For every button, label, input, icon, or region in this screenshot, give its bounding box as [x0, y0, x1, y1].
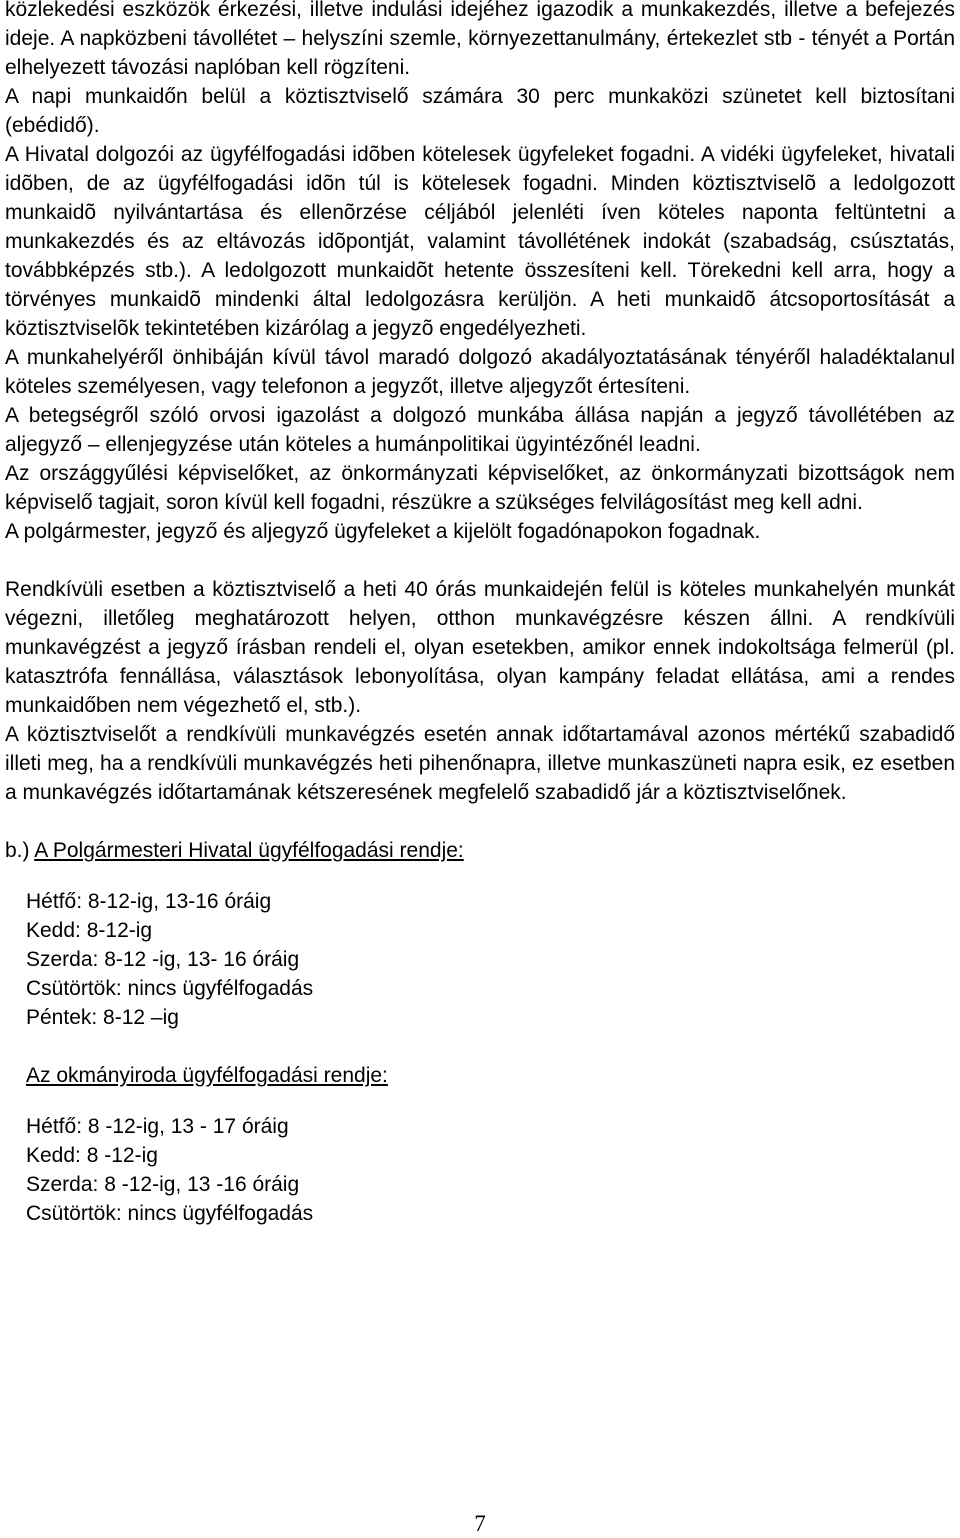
- spacer: [5, 807, 955, 836]
- paragraph: A munkahelyéről önhibáján kívül távol maradó dolgozó akadályoztatásának tényéről haladéktalanul köteles személyesen, vagy telefonon a jegyzőt, illetve aljegyzőt értesíteni.: [5, 346, 955, 398]
- spacer: [5, 1032, 955, 1061]
- list-item: Hétfő: 8-12-ig, 13-16 óráig: [26, 890, 272, 913]
- list-item: Szerda: 8 -12-ig, 13 -16 óráig: [26, 1173, 300, 1196]
- paragraph: A betegségről szóló orvosi igazolást a dolgozó munkába állása napján a jegyző távollétében az aljegyző – ellenjegyzése után köteles a humánpolitikai ügyintézőnél leadni.: [5, 404, 955, 456]
- paragraph: A Hivatal dolgozói az ügyfélfogadási idõben kötelesek ügyfeleket fogadni. A vidéki ügyfeleket, hivatali idõben, de az ügyfélfogadási idõn túl is kötelesek fogadni. Minden köztisztviselõ a ledolgozott munkaidõ nyilvántartása és ellenõrzése céljából jelenléti íven köteles naponta feltüntetni a munkakezdés és az eltávozás idõpontját, valamint távollétének indokát (szabadság, csúsztatás, továbbképzés stb.). A ledolgozott munkaidõt hetente összesíteni kell. Törekedni kell arra, hogy a törvényes munkaidõ mindenki által ledolgozásra kerüljön. A heti munkaidõ átcsoportosítását a köztisztviselõk tekintetében kizárólag a jegyzõ engedélyezheti.: [5, 143, 955, 340]
- paragraph: A napi munkaidőn belül a köztisztviselő számára 30 perc munkaközi szünetet kell biztosítani (ebédidő).: [5, 85, 955, 137]
- list-item: Szerda: 8-12 -ig, 13- 16 óráig: [26, 948, 300, 971]
- list-item: Péntek: 8-12 –ig: [26, 1006, 179, 1029]
- section-heading-b: [5, 836, 955, 865]
- spacer: [5, 865, 955, 887]
- document-body: [5, 0, 955, 1228]
- paragraph: A köztisztviselőt a rendkívüli munkavégzés esetén annak időtartamával azonos mértékű szabadidő illeti meg, ha a rendkívüli munkavégzés heti pihenőnapra, illetve munkaszüneti napra esik, ez esetben a munkavégzés időtartamának kétszeresének megfelelő szabadidő jár a köztisztviselőnek.: [5, 723, 955, 804]
- list-item: Kedd: 8-12-ig: [26, 919, 153, 942]
- spacer: [5, 546, 955, 575]
- list-item: Csütörtök: nincs ügyfélfogadás: [26, 1202, 314, 1225]
- page-number: 7: [474, 1511, 486, 1536]
- section-title: A Polgármesteri Hivatal ügyfélfogadási rendje:: [34, 839, 464, 862]
- paragraph: A polgármester, jegyző és aljegyző ügyfeleket a kijelölt fogadónapokon fogadnak.: [5, 520, 761, 543]
- section-prefix: b.): [5, 839, 35, 862]
- office-hours-list: [5, 887, 955, 1032]
- list-item: Hétfő: 8 -12-ig, 13 - 17 óráig: [26, 1115, 289, 1138]
- list-item: Csütörtök: nincs ügyfélfogadás: [26, 977, 314, 1000]
- section-heading-okmany: Az okmányiroda ügyfélfogadási rendje:: [26, 1064, 388, 1087]
- list-item: Kedd: 8 -12-ig: [26, 1144, 158, 1167]
- okmany-hours-list: [5, 1112, 955, 1228]
- paragraph: Rendkívüli esetben a köztisztviselő a heti 40 órás munkaidején felül is köteles munkahelyén munkát végezni, illetőleg meghatározott helyen, otthon munkavégzésre készen állni. A rendkívüli munkavégzést a jegyző írásban rendeli el, olyan esetekben, amikor ennek indokoltsága felmerül (pl. katasztrófa fennállása, választások lebonyolítása, olyan kampány feladat ellátása, ami a rendes munkaidőben nem végezhető el, stb.).: [5, 578, 955, 717]
- spacer: [5, 1090, 955, 1112]
- paragraph: közlekedési eszközök érkezési, illetve indulási idejéhez igazodik a munkakezdés, illetve a befejezés ideje. A napközbeni távollétet – helyszíni szemle, környezettanulmány, értekezlet stb - tényét a Portán elhelyezett távozási naplóban kell rögzíteni.: [5, 0, 955, 79]
- paragraph: Az országgyűlési képviselőket, az önkormányzati képviselőket, az önkormányzati bizottságok nem képviselő tagjait, soron kívül kell fogadni, részükre a szükséges felvilágosítást meg kell adni.: [5, 462, 955, 514]
